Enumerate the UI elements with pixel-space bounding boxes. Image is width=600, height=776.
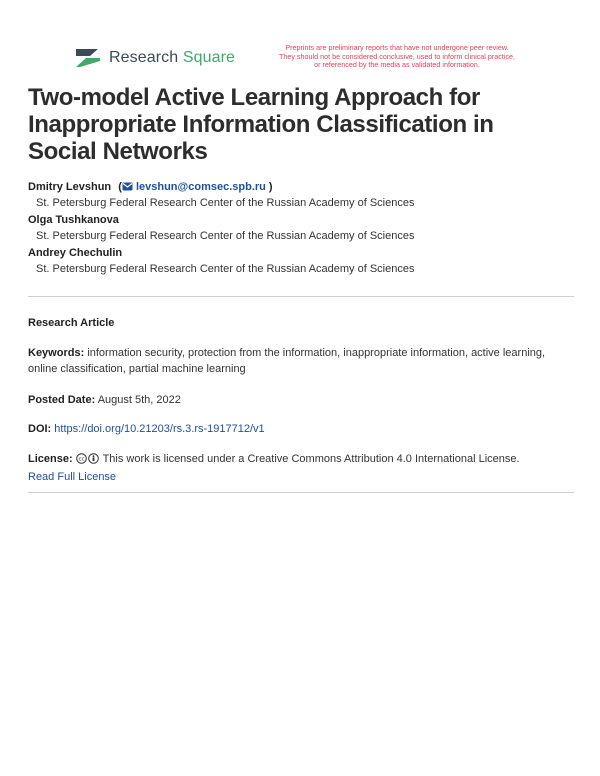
keywords-text: information security, protection from the information, inappropriate information, active learning, online classification, partial machine learning [28,347,546,375]
logo-word-square: Square [182,49,236,66]
divider [28,492,574,493]
license-label: License: [28,453,73,465]
license-text: This work is licensed under a Creative Commons Attribution 4.0 International License. [102,453,520,465]
read-full-license-link[interactable]: Read Full License [28,471,117,483]
author-name-line [28,180,576,195]
author-list [28,180,576,279]
posted-date-section [28,392,576,408]
keywords-label: Keywords: [28,347,85,359]
research-square-logo[interactable] [74,47,235,69]
logo-text [109,49,235,67]
posted-date-label: Posted Date: [28,394,96,406]
article-type [28,315,576,331]
disclaimer-line: Preprints are preliminary reports that have not undergone peer review. [285,43,509,52]
svg-text:cc: cc [78,456,85,463]
email-open-paren: ( [118,181,122,193]
creative-commons-icon [76,453,87,469]
preprint-disclaimer [262,44,532,70]
author-entry [28,213,576,244]
article-type-label: Research Article [28,317,115,329]
disclaimer-line: They should not be considered conclusive, used to inform clinical practice, [278,51,516,61]
author-entry [28,246,576,277]
attribution-icon [88,453,99,469]
envelope-icon [122,181,133,196]
author-name: Olga Tushkanova [28,214,119,226]
author-affiliation: St. Petersburg Federal Research Center of the Russian Academy of Sciences [36,230,415,242]
author-email-link[interactable] [122,181,266,193]
doi-link[interactable]: https://doi.org/10.21203/rs.3.rs-1917712/v1 [54,423,265,435]
keywords-section [28,345,576,377]
posted-date-value: August 5th, 2022 [97,394,181,406]
paper-title: Two-model Active Learning Approach for Inappropriate Information Classification in Social Networks [28,84,494,165]
email-close-paren: ) [265,181,273,193]
author-affiliation: St. Petersburg Federal Research Center of the Russian Academy of Sciences [36,263,415,275]
page-header [0,0,600,80]
author-email: levshun@comsec.spb.ru [135,181,266,193]
doi-label: DOI: [28,423,52,435]
disclaimer-line: or referenced by the media as validated information. [314,60,480,70]
author-name: Dmitry Levshun [28,181,112,193]
author-entry [28,180,576,211]
author-affiliation: St. Petersburg Federal Research Center of the Russian Academy of Sciences [36,197,415,209]
research-square-logo-icon [74,47,102,69]
logo-word-research: Research [109,49,179,66]
doi-section [28,421,576,437]
author-name: Andrey Chechulin [28,247,123,259]
divider [28,296,574,297]
license-section [28,451,576,485]
